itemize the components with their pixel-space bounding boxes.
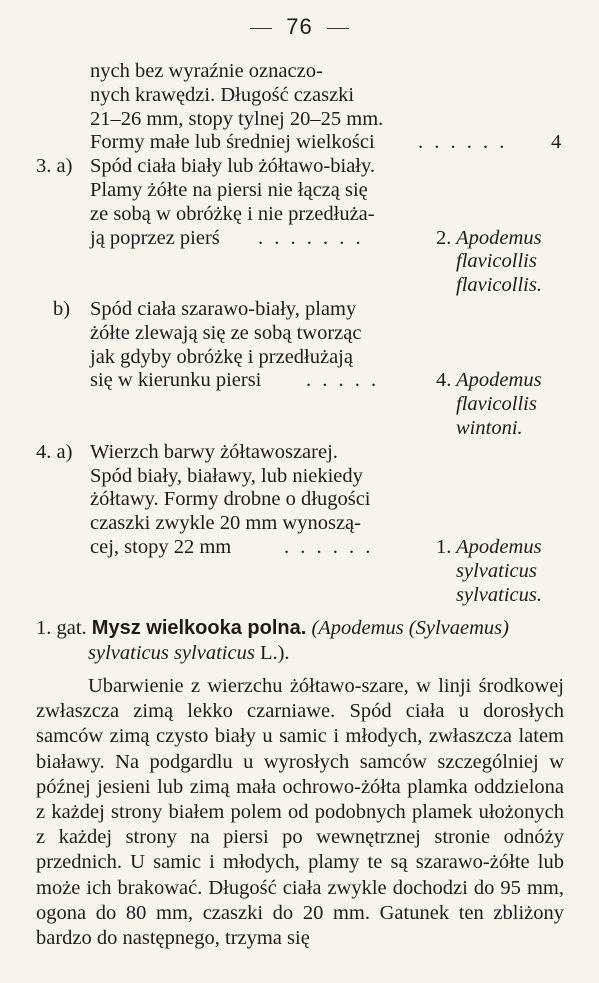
key-line <box>36 417 566 441</box>
species-heading <box>36 616 564 666</box>
leader-dots: . . . . . <box>306 369 380 392</box>
species-heading-line <box>36 616 564 641</box>
key-line <box>36 322 566 346</box>
key-line <box>36 393 566 417</box>
key-line <box>36 274 566 298</box>
key-text: nych krawędzi. Długość czaszki <box>90 83 355 106</box>
key-line <box>36 369 566 393</box>
result-genus: Apodemus <box>456 535 542 558</box>
key-line <box>36 584 566 608</box>
key-line <box>36 536 566 560</box>
key-text: się w kierunku piersi <box>90 369 262 392</box>
key-text: ją poprzez pierś <box>90 226 220 249</box>
key-line <box>36 131 566 155</box>
page-header <box>0 14 599 40</box>
result-genus: Apodemus <box>456 226 542 249</box>
species-latin-name: (Apodemus (Sylvaemus) <box>311 617 509 639</box>
key-line <box>36 250 566 274</box>
key-result <box>436 369 542 393</box>
key-line <box>36 512 566 536</box>
leader-dots: . . . . . . . <box>258 226 364 249</box>
key-line <box>36 441 566 465</box>
result-number: 1. <box>436 535 452 558</box>
key-text: nych bez wyraźnie oznaczo- <box>90 60 323 82</box>
result-subspecies: sylvaticus. <box>456 583 542 606</box>
key-text: Plamy żółte na piersi nie łączą się <box>90 178 368 201</box>
key-line <box>36 84 566 108</box>
header-dash-left <box>250 28 272 29</box>
leader-dots: . . . . . . <box>418 131 508 154</box>
key-text: żółte zlewają się ze sobą tworząc <box>90 321 362 344</box>
result-subspecies: wintoni. <box>456 416 523 439</box>
couplet-number: 3. a) <box>36 155 73 178</box>
key-result <box>436 227 542 251</box>
couplet-number: b) <box>53 297 71 320</box>
key-text: Formy małe lub średniej wielkości <box>90 131 375 154</box>
header-dash-right <box>327 28 349 29</box>
key-text: cej, stopy 22 mm <box>90 535 232 558</box>
page-number: 76 <box>286 14 313 39</box>
species-common-name: Mysz wielkooka polna. <box>91 617 307 639</box>
key-text: Spód biały, białawy, lub niekiedy <box>90 464 363 487</box>
key-text: Spód ciała szarawo-biały, plamy <box>90 297 357 320</box>
key-line <box>36 560 566 584</box>
key-line <box>36 179 566 203</box>
key-text: Wierzch barwy żółtawoszarej. <box>90 440 338 463</box>
result-number: 2. <box>436 226 452 249</box>
couplet-number: 4. a) <box>36 440 73 463</box>
key-line <box>36 60 566 84</box>
key-line <box>36 108 566 132</box>
leader-dots: . . . . . . <box>284 535 374 558</box>
result-number: 4. <box>436 369 452 392</box>
key-text: czaszki zwykle 20 mm wynoszą- <box>90 512 361 535</box>
result-species: flavicollis <box>456 250 537 273</box>
key-text: 21–26 mm, stopy tylnej 20–25 mm. <box>90 107 384 130</box>
result-species: flavicollis <box>456 393 537 416</box>
key-line <box>36 298 566 322</box>
result-genus: Apodemus <box>456 369 542 392</box>
key-line <box>36 227 566 251</box>
result-subspecies: flavicollis. <box>456 274 542 297</box>
result-species: sylvaticus <box>456 559 537 582</box>
key-text: Spód ciała biały lub żółtawo-biały. <box>90 155 376 178</box>
key-line <box>36 488 566 512</box>
species-latin-name-cont: sylvaticus sylvaticus <box>88 642 255 664</box>
key-text: żółtawy. Formy drobne o długości <box>90 488 371 511</box>
species-number: 1. gat. <box>36 617 87 639</box>
key-text: ze sobą w obróżkę i nie przedłuża- <box>90 202 375 225</box>
species-heading-line <box>36 641 564 666</box>
key-line <box>36 465 566 489</box>
key-line <box>36 346 566 370</box>
identification-key <box>36 60 566 607</box>
key-text: jak gdyby obróżkę i przedłużają <box>90 345 353 368</box>
key-line <box>36 155 566 179</box>
key-line <box>36 203 566 227</box>
key-result <box>436 536 542 560</box>
species-description: Ubarwienie z wierzchu żółtawo-szare, w linji środkowej zwłaszcza zimą lekko czarniawe. Spód ciała u dorosłych samców zimą czysto biały u samic i młodych, zwłaszcza latem białawy. Na podgardlu u wyrosłych samców szczególniej w późnej jesieni lub zimą mała ochrowo-żółta plamka oddzielona z każdej strony białem polem od podobnych plamek ułożonych z każdej strony na piersi po wewnętrznej stronie odnóży przednich. U samic i młodych, plamy te są szarawo-żółte lub może ich brakować. Długość ciała zwykle dochodzi do 95 mm, ogona do 80 mm, czaszki do 20 mm. Gatunek ten zbliżony bardzo do następnego, trzyma się <box>36 675 564 950</box>
species-author: L.). <box>254 642 290 664</box>
key-reference: 4 <box>551 131 562 154</box>
